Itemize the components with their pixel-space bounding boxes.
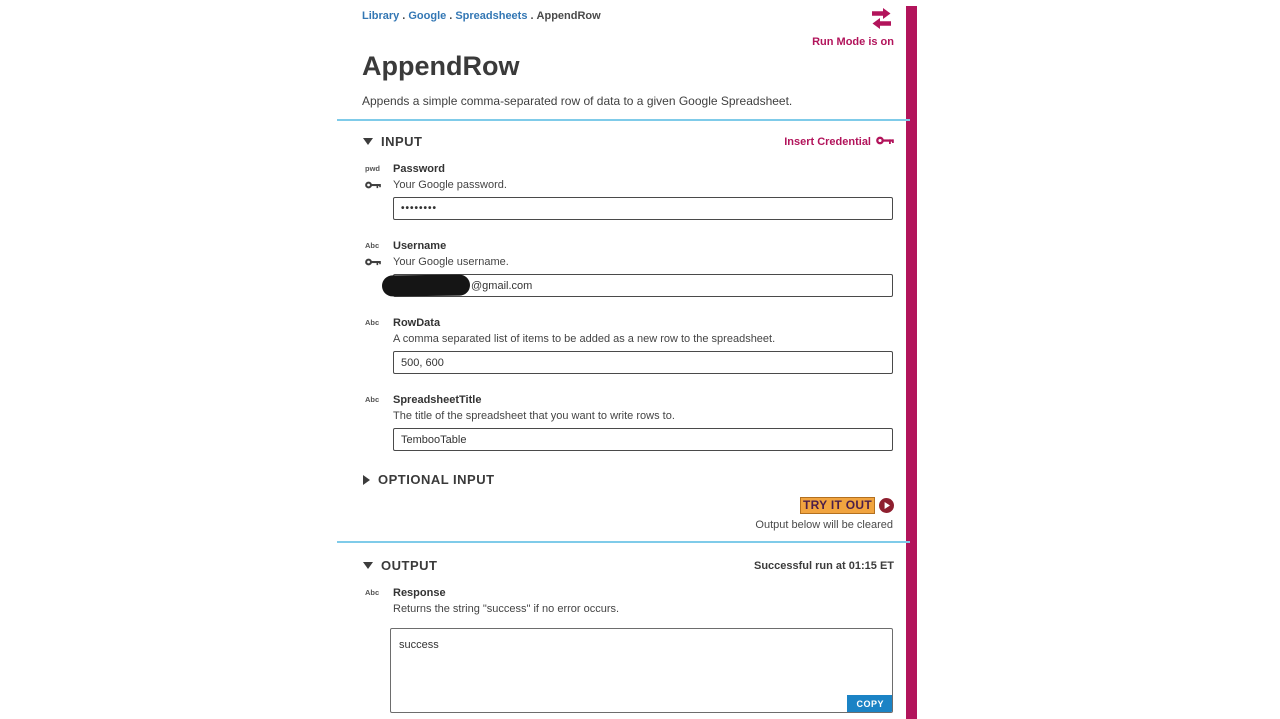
type-badge-abc: Abc	[365, 588, 380, 597]
type-badge-abc: Abc	[365, 241, 380, 250]
breadcrumb-separator: .	[530, 10, 534, 22]
output-section-label: OUTPUT	[381, 558, 438, 573]
response-output-textarea[interactable]	[390, 628, 893, 713]
play-circle-icon	[879, 498, 894, 513]
breadcrumb	[337, 0, 910, 23]
breadcrumb-link-spreadsheets[interactable]: Spreadsheets	[455, 10, 528, 22]
rowdata-input[interactable]	[393, 351, 893, 374]
type-badge-abc: Abc	[365, 318, 380, 327]
breadcrumb-link-library[interactable]: Library	[362, 10, 400, 22]
insert-credential-label: Insert Credential	[784, 135, 871, 148]
chevron-down-icon	[363, 562, 373, 569]
field-password	[365, 163, 893, 220]
page-title: AppendRow	[362, 51, 520, 81]
breadcrumb-current-appendrow: AppendRow	[536, 10, 601, 22]
run-mode-toggle-label[interactable]: Run Mode is on	[812, 36, 894, 48]
optional-input-section-label: OPTIONAL INPUT	[378, 472, 495, 487]
breadcrumb-separator: .	[449, 10, 453, 22]
optional-input-section-toggle[interactable]	[337, 472, 910, 487]
insert-credential-button[interactable]	[784, 136, 894, 148]
field-rowdata-gutter	[365, 317, 393, 374]
chevron-right-icon	[363, 475, 370, 485]
key-icon	[365, 176, 381, 194]
field-spreadsheettitle-description: The title of the spreadsheet that you want to write rows to.	[393, 410, 675, 422]
field-username-label: Username	[393, 240, 447, 252]
spreadsheettitle-input[interactable]	[393, 428, 893, 451]
field-username-description: Your Google username.	[393, 256, 509, 268]
try-it-out-label: TRY IT OUT	[800, 497, 875, 514]
try-it-out-row	[337, 496, 910, 514]
key-icon	[876, 136, 894, 148]
field-password-label: Password	[393, 163, 445, 175]
type-badge-pwd: pwd	[365, 164, 380, 173]
field-username	[365, 240, 893, 297]
field-response-gutter	[365, 587, 393, 616]
output-cleared-note: Output below will be cleared	[755, 519, 893, 531]
main-content	[337, 0, 910, 719]
section-divider	[337, 541, 910, 543]
input-section-label: INPUT	[381, 134, 423, 149]
field-rowdata-label: RowData	[393, 317, 441, 329]
try-it-out-button[interactable]	[800, 497, 894, 514]
field-rowdata	[365, 317, 893, 374]
output-section-toggle[interactable]	[363, 558, 437, 573]
field-spreadsheettitle-gutter	[365, 394, 393, 451]
breadcrumb-link-google[interactable]: Google	[408, 10, 447, 22]
field-response-label: Response	[393, 587, 446, 599]
field-username-gutter	[365, 240, 393, 297]
response-output-value: success	[399, 639, 439, 651]
section-divider	[337, 119, 910, 121]
field-spreadsheettitle	[365, 394, 893, 451]
type-badge-abc: Abc	[365, 395, 380, 404]
field-password-description: Your Google password.	[393, 179, 507, 191]
copy-button[interactable]: COPY	[847, 695, 893, 713]
key-icon	[365, 253, 381, 271]
input-section-header	[337, 134, 910, 149]
swap-arrows-icon[interactable]	[869, 8, 894, 33]
page-description: Appends a simple comma-separated row of data to a given Google Spreadsheet.	[362, 94, 793, 108]
field-rowdata-description: A comma separated list of items to be added as a new row to the spreadsheet.	[393, 333, 776, 345]
input-section-toggle[interactable]	[363, 134, 423, 149]
field-spreadsheettitle-label: SpreadsheetTitle	[393, 394, 482, 406]
field-response	[365, 587, 893, 616]
username-input[interactable]	[393, 274, 893, 297]
chevron-down-icon	[363, 138, 373, 145]
field-response-description: Returns the string "success" if no error occurs.	[393, 603, 620, 615]
breadcrumb-separator: .	[402, 10, 406, 22]
output-section-header	[337, 558, 910, 573]
password-input[interactable]	[393, 197, 893, 220]
field-password-gutter	[365, 163, 393, 220]
run-status-text: Successful run at 01:15 ET	[754, 559, 894, 572]
